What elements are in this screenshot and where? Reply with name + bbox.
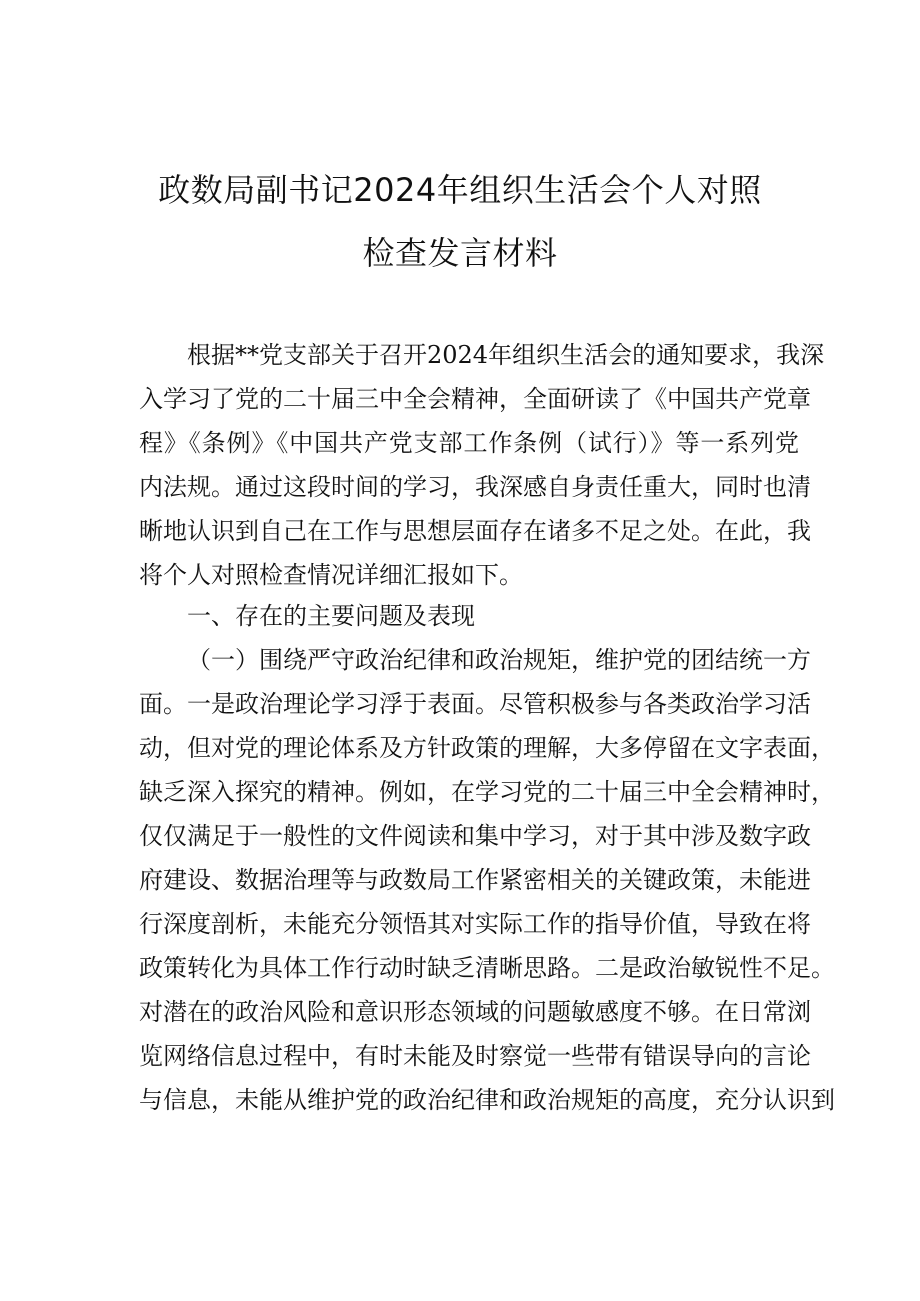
section-line: 与信息，未能从维护党的政治纪律和政治规矩的高度，充分认识到 xyxy=(139,1086,835,1114)
document-title-line-2: 检查发言材料 xyxy=(362,234,558,272)
section-line: 行深度剖析，未能充分领悟其对实际工作的指导价值，导致在将 xyxy=(139,910,811,938)
section-line: 仅仅满足于一般性的文件阅读和集中学习，对于其中涉及数字政 xyxy=(139,822,811,850)
intro-line: 程》《条例》《中国共产党支部工作条例（试行）》等一系列党 xyxy=(139,429,799,457)
intro-line: 根据**党支部关于召开2024年组织生活会的通知要求，我深 xyxy=(187,341,825,369)
intro-line: 内法规。通过这段时间的学习，我深感自身责任重大，同时也清 xyxy=(139,473,811,501)
section-line: 览网络信息过程中，有时未能及时察觉一些带有错误导向的言论 xyxy=(139,1042,811,1070)
section-line: 府建设、数据治理等与政数局工作紧密相关的关键政策，未能进 xyxy=(139,866,811,894)
section-line: 动，但对党的理论体系及方针政策的理解，大多停留在文字表面， xyxy=(139,734,835,762)
intro-line: 晰地认识到自己在工作与思想层面存在诸多不足之处。在此，我 xyxy=(139,517,811,545)
document-title-line-1: 政数局副书记2024年组织生活会个人对照 xyxy=(158,171,762,209)
intro-line: 入学习了党的二十届三中全会精神，全面研读了《中国共产党章 xyxy=(139,385,811,413)
section-line: 面。一是政治理论学习浮于表面。尽管积极参与各类政治学习活 xyxy=(139,690,811,718)
section-heading: 一、存在的主要问题及表现 xyxy=(187,602,475,630)
section-line: 对潜在的政治风险和意识形态领域的问题敏感度不够。在日常浏 xyxy=(139,998,811,1026)
intro-line: 将个人对照检查情况详细汇报如下。 xyxy=(139,561,523,589)
section-line: 政策转化为具体工作行动时缺乏清晰思路。二是政治敏锐性不足。 xyxy=(139,954,835,982)
section-line: 缺乏深入探究的精神。例如，在学习党的二十届三中全会精神时， xyxy=(139,778,835,806)
section-line: （一）围绕严守政治纪律和政治规矩，维护党的团结统一方 xyxy=(187,646,811,674)
